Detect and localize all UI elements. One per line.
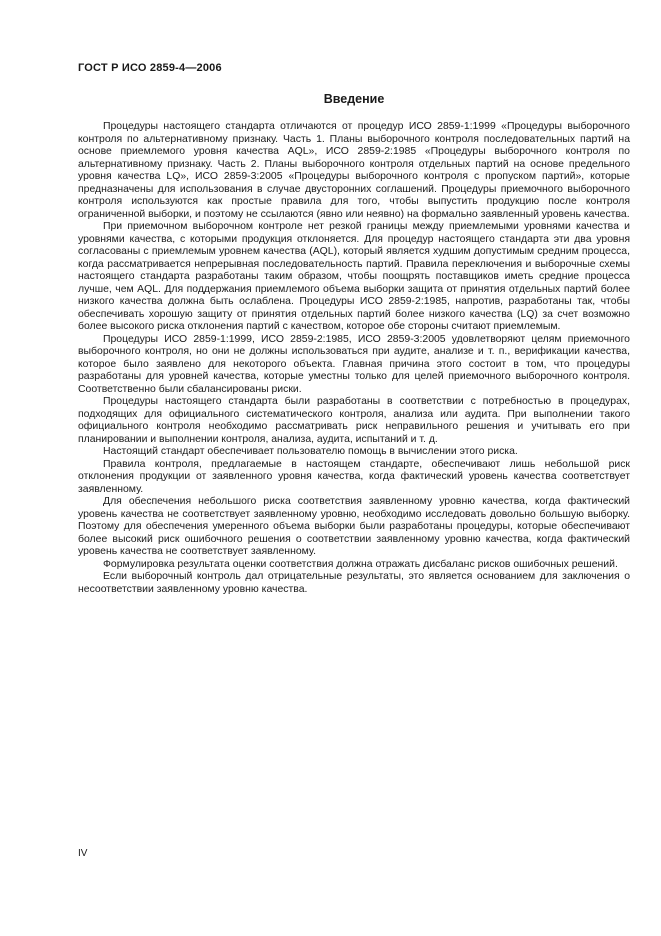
paragraph: При приемочном выборочном контроле нет резкой границы между приемлемыми уровнями качества и уровнями качества, с которыми продукция отклоняется. Для процедур настоящего стандарта эти два уровня согласованы с приемлемым уровнем качества (AQL), который является худшим допустимым средним процесса, когда рассматривается непрерывная последовательность партий. Правила переключения и выборочные схемы настоящего стандарта разработаны таким образом, чтобы поощрять поставщиков иметь средние процесса лучше, чем AQL. Для поддержания приемлемого объема выборки защита от принятия отдельных партий более низкого качества должна быть ослаблена. Процедуры ИСО 2859-2:1985, напротив, разработаны так, чтобы обеспечивать хорошую защиту от принятия отдельных партий более низкого качества (LQ) за счет возможно более высокого риска отклонения партий с качеством, которое обе стороны считают приемлемым. <box>78 221 630 332</box>
standard-designation-header: ГОСТ Р ИСО 2859-4—2006 <box>78 62 222 74</box>
paragraph: Если выборочный контроль дал отрицательные результаты, это является основанием для заключения о несоответствии заявленному уровню качества. <box>78 571 630 595</box>
paragraph: Правила контроля, предлагаемые в настоящем стандарте, обеспечивают лишь небольшой риск отклонения продукции от заявленного уровня качества, когда фактический уровень качества соответствует заявленному. <box>78 458 630 495</box>
introduction-body <box>78 121 630 596</box>
paragraph: Процедуры ИСО 2859-1:1999, ИСО 2859-2:1985, ИСО 2859-3:2005 удовлетворяют целям приемочного выборочного контроля, но они не должны использоваться при аудите, анализе и т. п., верификации качества, которое было заявлено для некоторого объекта. Главная причина этого состоит в том, что процедуры разработаны для уровней качества, которые уместны только для целей приемочного выборочного контроля. Соответственно были сбалансированы риски. <box>78 333 630 395</box>
page-number: IV <box>78 848 88 859</box>
paragraph: Процедуры настоящего стандарта были разработаны в соответствии с потребностью в процедурах, подходящих для официального систематического контроля, анализа или аудита. При выполнении такого официального контроля необходимо рассматривать риск неправильного решения и учитывать его при планировании и выполнении контроля, анализа, аудита, испытаний и т. д. <box>78 396 630 445</box>
paragraph: Для обеспечения небольшого риска соответствия заявленному уровню качества, когда фактический уровень качества не соответствует заявленному уровню, необходимо исследовать довольно большую выборку. Поэтому для обеспечения умеренного объема выборки были разработаны процедуры, которые обеспечивают более высокий риск ошибочного решения о соответствии заявленному уровню качества, когда фактический уровень качества не соответствует заявленному. <box>78 496 630 557</box>
paragraph: Формулировка результата оценки соответствия должна отражать дисбаланс рисков ошибочных решений. <box>103 558 618 570</box>
paragraph: Процедуры настоящего стандарта отличаются от процедур ИСО 2859-1:1999 «Процедуры выборочного контроля по альтернативному признаку. Часть 1. Планы выборочного контроля последовательных партий на основе приемлемого уровня качества AQL», ИСО 2859-2:1985 «Процедуры выборочного контроля по альтернативному признаку. Часть 2. Планы выборочного контроля отдельных партий на основе предельного уровня качества LQ», ИСО 2859-3:2005 «Процедуры выборочного контроля с пропуском партий», которые предназначены для использования в случае двусторонних соглашений. Процедуры приемочного выборочного контроля используются как простые правила для того, чтобы выпустить продукцию после контроля ограниченной выборки, и поэтому не ссылаются (явно или неявно) на формально заявленный уровень качества. <box>78 121 630 220</box>
paragraph: Настоящий стандарт обеспечивает пользователю помощь в вычислении этого риска. <box>103 446 518 457</box>
page-content <box>78 62 630 596</box>
page-title: Введение <box>323 92 385 106</box>
